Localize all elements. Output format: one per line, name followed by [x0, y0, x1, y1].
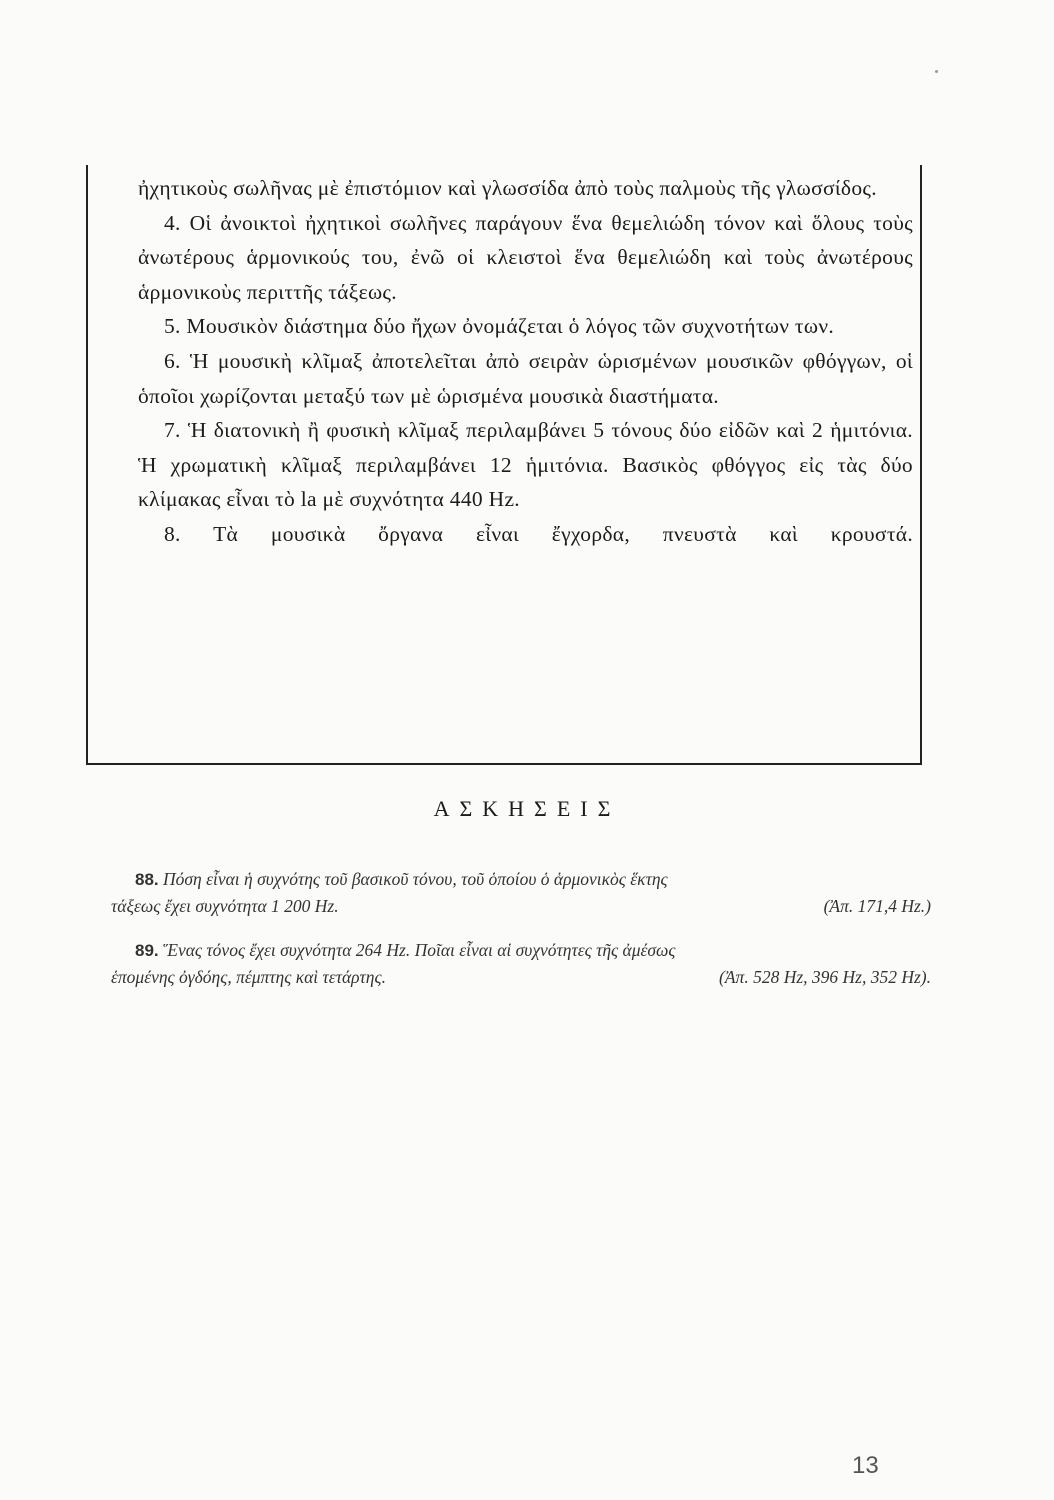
exercise-88-answer: (Ἀπ. 171,4 Hz.): [823, 896, 931, 916]
exercise-89-line2: ἑπομένης ὀγδόης, πέμπτης καὶ τετάρτης. (Ἀπ. 528 Hz, 396 Hz, 352 Hz).: [111, 964, 931, 991]
dust-speck: [935, 70, 938, 73]
exercises-heading: ΑΣΚΗΣΕΙΣ: [433, 796, 621, 821]
summary-item-7: 7. Ἡ διατονικὴ ἢ φυσικὴ κλῖμαξ περιλαμβάνει 5 τόνους δύο εἰδῶν καὶ 2 ἡμιτόνια. Ἡ χρωματικὴ κλῖμαξ περιλαμβάνει 12 ἡμιτόνια. Βασικὸς φθόγγος εἰς τὰς δύο κλίμακας εἶναι τὸ la μὲ συχνότητα 440 Hz.: [138, 418, 913, 512]
summary-text: [138, 171, 913, 552]
exercise-88: [111, 866, 931, 920]
page-number: 13: [852, 1452, 879, 1479]
summary-box: [86, 165, 922, 765]
summary-item-8: 8. Τὰ μουσικὰ ὄργανα εἶναι ἔγχορδα, πνευστὰ καὶ κρουστά.: [164, 521, 913, 546]
summary-paragraph-continuation: ἠχητικοὺς σωλῆνας μὲ ἐπιστόμιον καὶ γλωσσίδα ἀπὸ τοὺς παλμοὺς τῆς γλωσσίδος.: [138, 176, 877, 200]
exercise-89: [111, 937, 931, 991]
exercise-88-line2: τάξεως ἔχει συχνότητα 1 200 Hz. (Ἀπ. 171,4 Hz.): [111, 893, 931, 920]
exercise-88-line1: 88. Πόση εἶναι ἡ συχνότης τοῦ βασικοῦ τόνου, τοῦ ὁποίου ὁ ἁρμονικὸς ἕκτης: [135, 869, 668, 889]
exercise-89-line1: 89. Ἕνας τόνος ἔχει συχνότητα 264 Hz. Ποῖαι εἶναι αἱ συχνότητες τῆς ἀμέσως: [135, 940, 676, 960]
summary-item-4: 4. Οἱ ἀνοικτοὶ ἠχητικοὶ σωλῆνες παράγουν ἕνα θεμελιώδη τόνον καὶ ὅλους τοὺς ἀνωτέρους ἁρμονικούς του, ἐνῶ οἱ κλειστοὶ ἕνα θεμελιώδη καὶ τοὺς ἀνωτέρους ἁρμονικοὺς περιττῆς τάξεως.: [138, 210, 913, 304]
exercise-89-answer: (Ἀπ. 528 Hz, 396 Hz, 352 Hz).: [719, 967, 931, 987]
summary-item-5: 5. Μουσικὸν διάστημα δύο ἤχων ὀνομάζεται ὁ λόγος τῶν συχνοτήτων των.: [164, 314, 835, 339]
summary-item-6: 6. Ἡ μουσικὴ κλῖμαξ ἀποτελεῖται ἀπὸ σειρὰν ὡρισμένων μουσικῶν φθόγγων, οἱ ὁποῖοι χωρίζονται μεταξύ των μὲ ὡρισμένα μουσικὰ διαστήματα.: [138, 348, 913, 408]
